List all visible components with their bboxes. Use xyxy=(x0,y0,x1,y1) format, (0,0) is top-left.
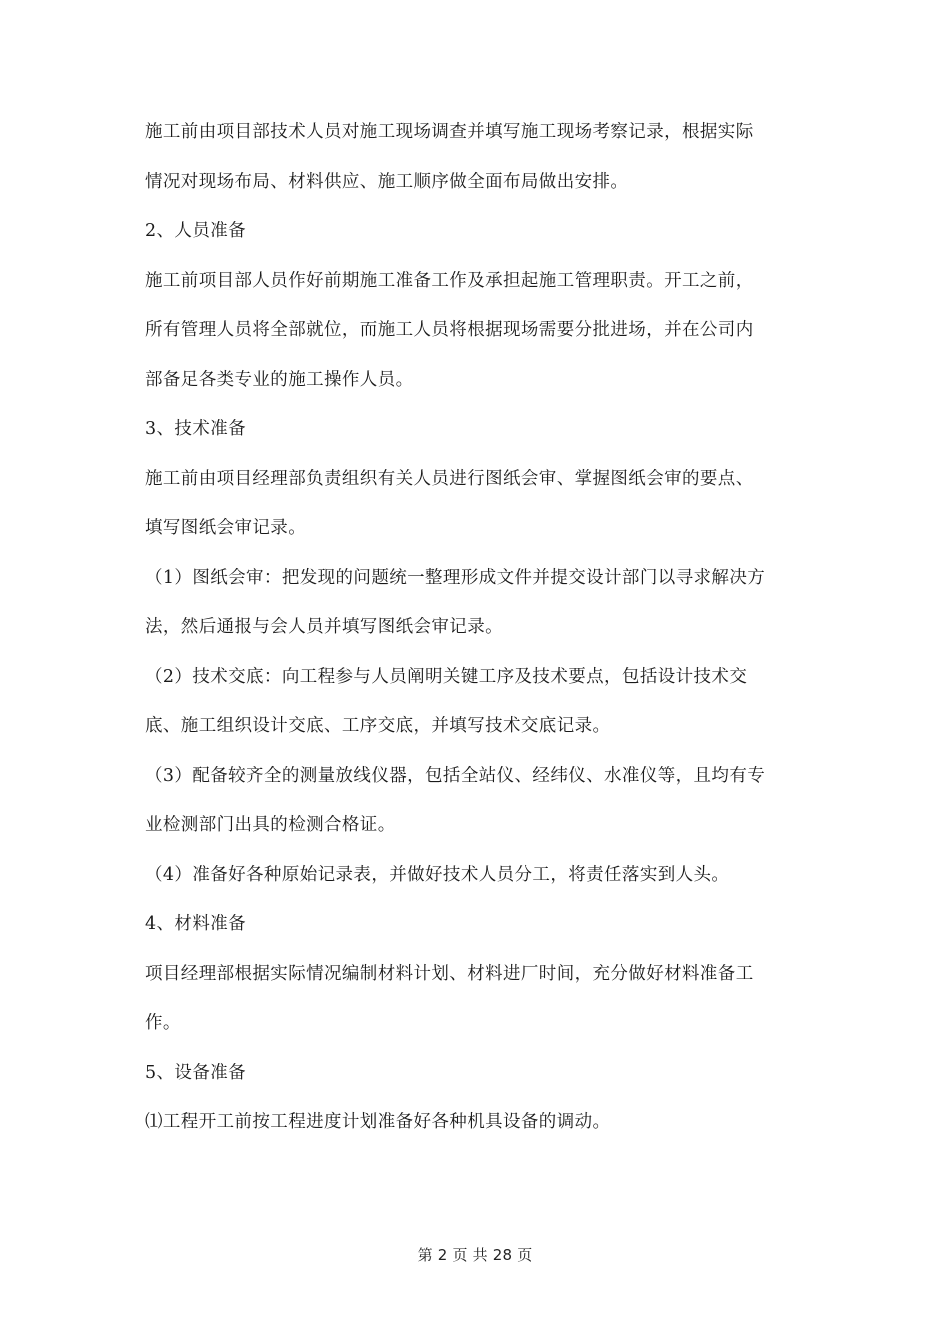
paragraph-line: 施工前由项目部技术人员对施工现场调查并填写施工现场考察记录，根据实际 xyxy=(145,122,754,142)
list-item-line: 法，然后通报与会人员并填写图纸会审记录。 xyxy=(145,617,503,637)
page-number-footer: 第 2 页 共 28 页 xyxy=(417,1246,533,1264)
paragraph-line: 施工前由项目经理部负责组织有关人员进行图纸会审、掌握图纸会审的要点、 xyxy=(145,468,754,489)
paragraph-line: 项目经理部根据实际情况编制材料计划、材料进厂时间，充分做好材料准备工 xyxy=(145,963,754,984)
paragraph-line: 填写图纸会审记录。 xyxy=(145,518,307,538)
list-item-line: 业检测部门出具的检测合格证。 xyxy=(145,815,396,835)
section-heading-technical: 3、技术准备 xyxy=(145,419,247,439)
section-heading-equipment: 5、设备准备 xyxy=(145,1062,247,1083)
list-item-line: ⑴工程开工前按工程进度计划准备好各种机具设备的调动。 xyxy=(145,1112,611,1132)
paragraph-line: 施工前项目部人员作好前期施工准备工作及承担起施工管理职责。开工之前， xyxy=(145,270,754,291)
section-heading-personnel: 2、人员准备 xyxy=(145,221,247,241)
list-item-line: （1）图纸会审：把发现的问题统一整理形成文件并提交设计部门以寻求解决方 xyxy=(145,567,766,588)
list-item-line: （4）准备好各种原始记录表，并做好技术人员分工，将责任落实到人头。 xyxy=(145,864,730,885)
document-body xyxy=(145,108,815,1148)
paragraph-line: 部备足各类专业的施工操作人员。 xyxy=(145,369,414,390)
paragraph-line: 情况对现场布局、材料供应、施工顺序做全面布局做出安排。 xyxy=(145,171,629,192)
paragraph-line: 所有管理人员将全部就位，而施工人员将根据现场需要分批进场，并在公司内 xyxy=(145,320,754,340)
section-heading-materials: 4、材料准备 xyxy=(145,914,247,934)
list-item-line: 底、施工组织设计交底、工序交底，并填写技术交底记录。 xyxy=(145,716,611,736)
paragraph-line: 作。 xyxy=(145,1013,181,1033)
list-item-line: （3）配备较齐全的测量放线仪器，包括全站仪、经纬仪、水准仪等，且均有专 xyxy=(145,765,766,786)
list-item-line: （2）技术交底：向工程参与人员阐明关键工序及技术要点，包括设计技术交 xyxy=(145,666,748,687)
